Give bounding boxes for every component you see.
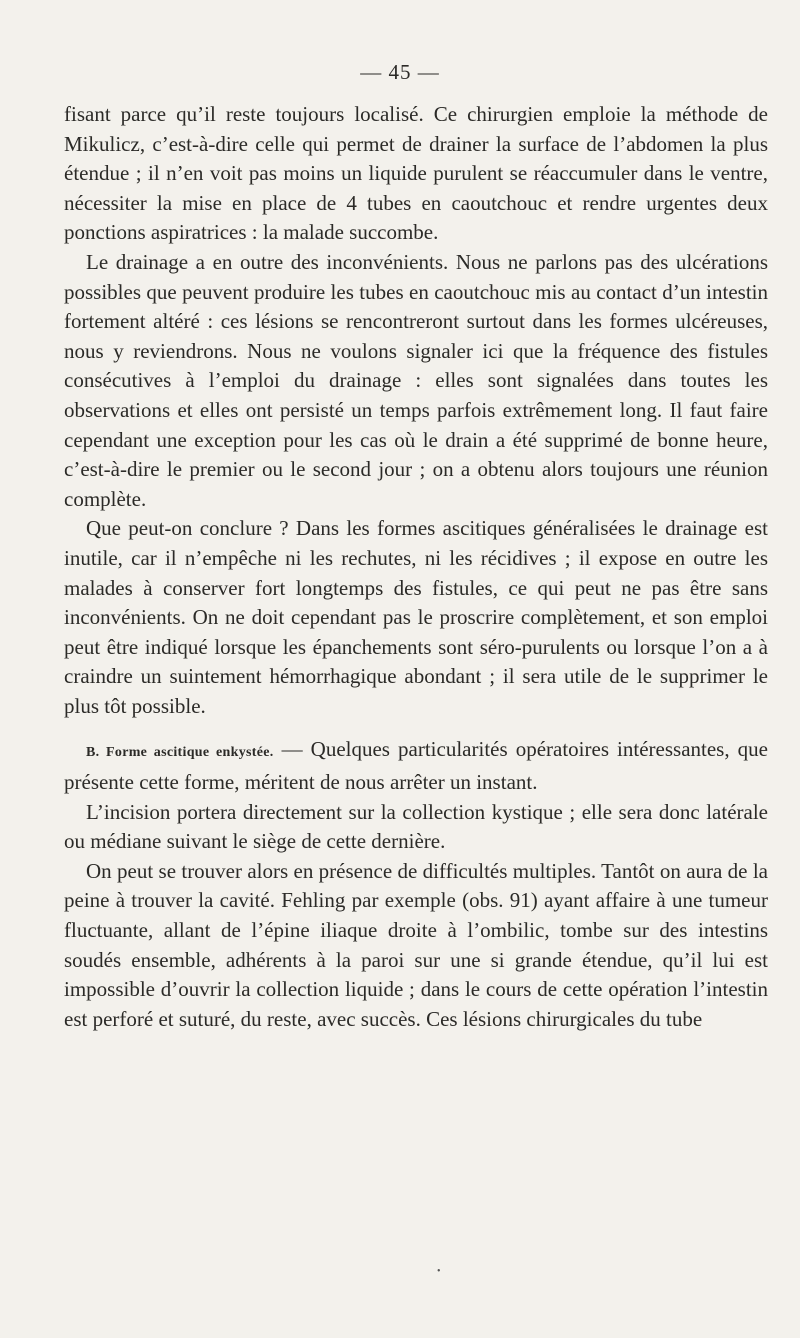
body-text <box>64 100 768 1034</box>
section-b-paragraph <box>64 735 768 797</box>
paragraph-2: Le drainage a en outre des inconvénients. Nous ne parlons pas des ulcérations possibles que peuvent produire les tubes en caoutchouc mis au contact d’un intestin fortement altéré : ces lésions se rencontreront surtout dans les formes ulcéreuses, nous y reviendrons. Nous ne voulons signaler ici que la fréquence des fistules consécutives à l’emploi du drainage : elles sont signalées dans toutes les observations et elles ont persisté un temps parfois extrêmement long. Il faut faire cependant une exception pour les cas où le drain a été supprimé de bonne heure, c’est-à-dire le premier ou le second jour ; on a obtenu alors toujours une réunion complète. <box>64 249 768 511</box>
paragraph-1: fisant parce qu’il reste toujours localisé. Ce chirurgien emploie la méthode de Mikulicz, c’est-à-dire celle qui permet de drainer la surface de l’abdomen la plus étendue ; il n’en voit pas moins un liquide purulent se réaccumuler dans le ventre, nécessiter la mise en place de 4 tubes en caoutchouc et rendre urgentes deux ponctions aspiratrices : la malade succombe. <box>64 102 768 245</box>
ink-speck: • <box>437 1266 441 1277</box>
page-number: — 45 — <box>360 60 440 84</box>
paragraph-6: On peut se trouver alors en présence de difficultés multiples. Tantôt on aura de la peine à trouver la cavité. Fehling par exemple (obs. 91) ayant affaire à une tumeur fluctuante, allant de l’épine iliaque droite à l’ombilic, tombe sur des intestins soudés ensemble, adhérents à la paroi sur une si grande étendue, qu’il lui est impossible d’ouvrir la collection liquide ; dans le cours de cette opération l’intestin est perforé et suturé, du reste, avec succès. Ces lésions chirurgicales du tube <box>64 858 768 1031</box>
paragraph-3: Que peut-on conclure ? Dans les formes ascitiques généralisées le drainage est inutile, car il n’empêche ni les rechutes, ni les récidives ; il expose en outre les malades à conserver fort longtemps des fistules, ce qui peut ne pas être sans inconvénients. On ne doit cependant pas le proscrire complètement, et son emploi peut être indiqué lorsque les épanchements sont séro-purulents ou lorsque l’on a à craindre un suintement hémorrhagique abondant ; il sera utile de le supprimer le plus tôt possible. <box>64 516 768 718</box>
section-lead: — Quelques particularités opératoires intéressantes, que présente cette forme, méritent de nous arrêter un instant. <box>64 737 768 795</box>
section-heading: B. Forme ascitique enkystée. <box>86 745 274 761</box>
paragraph-5: L’incision portera directement sur la collection kystique ; elle sera donc latérale ou médiane suivant le siège de cette dernière. <box>64 799 768 854</box>
